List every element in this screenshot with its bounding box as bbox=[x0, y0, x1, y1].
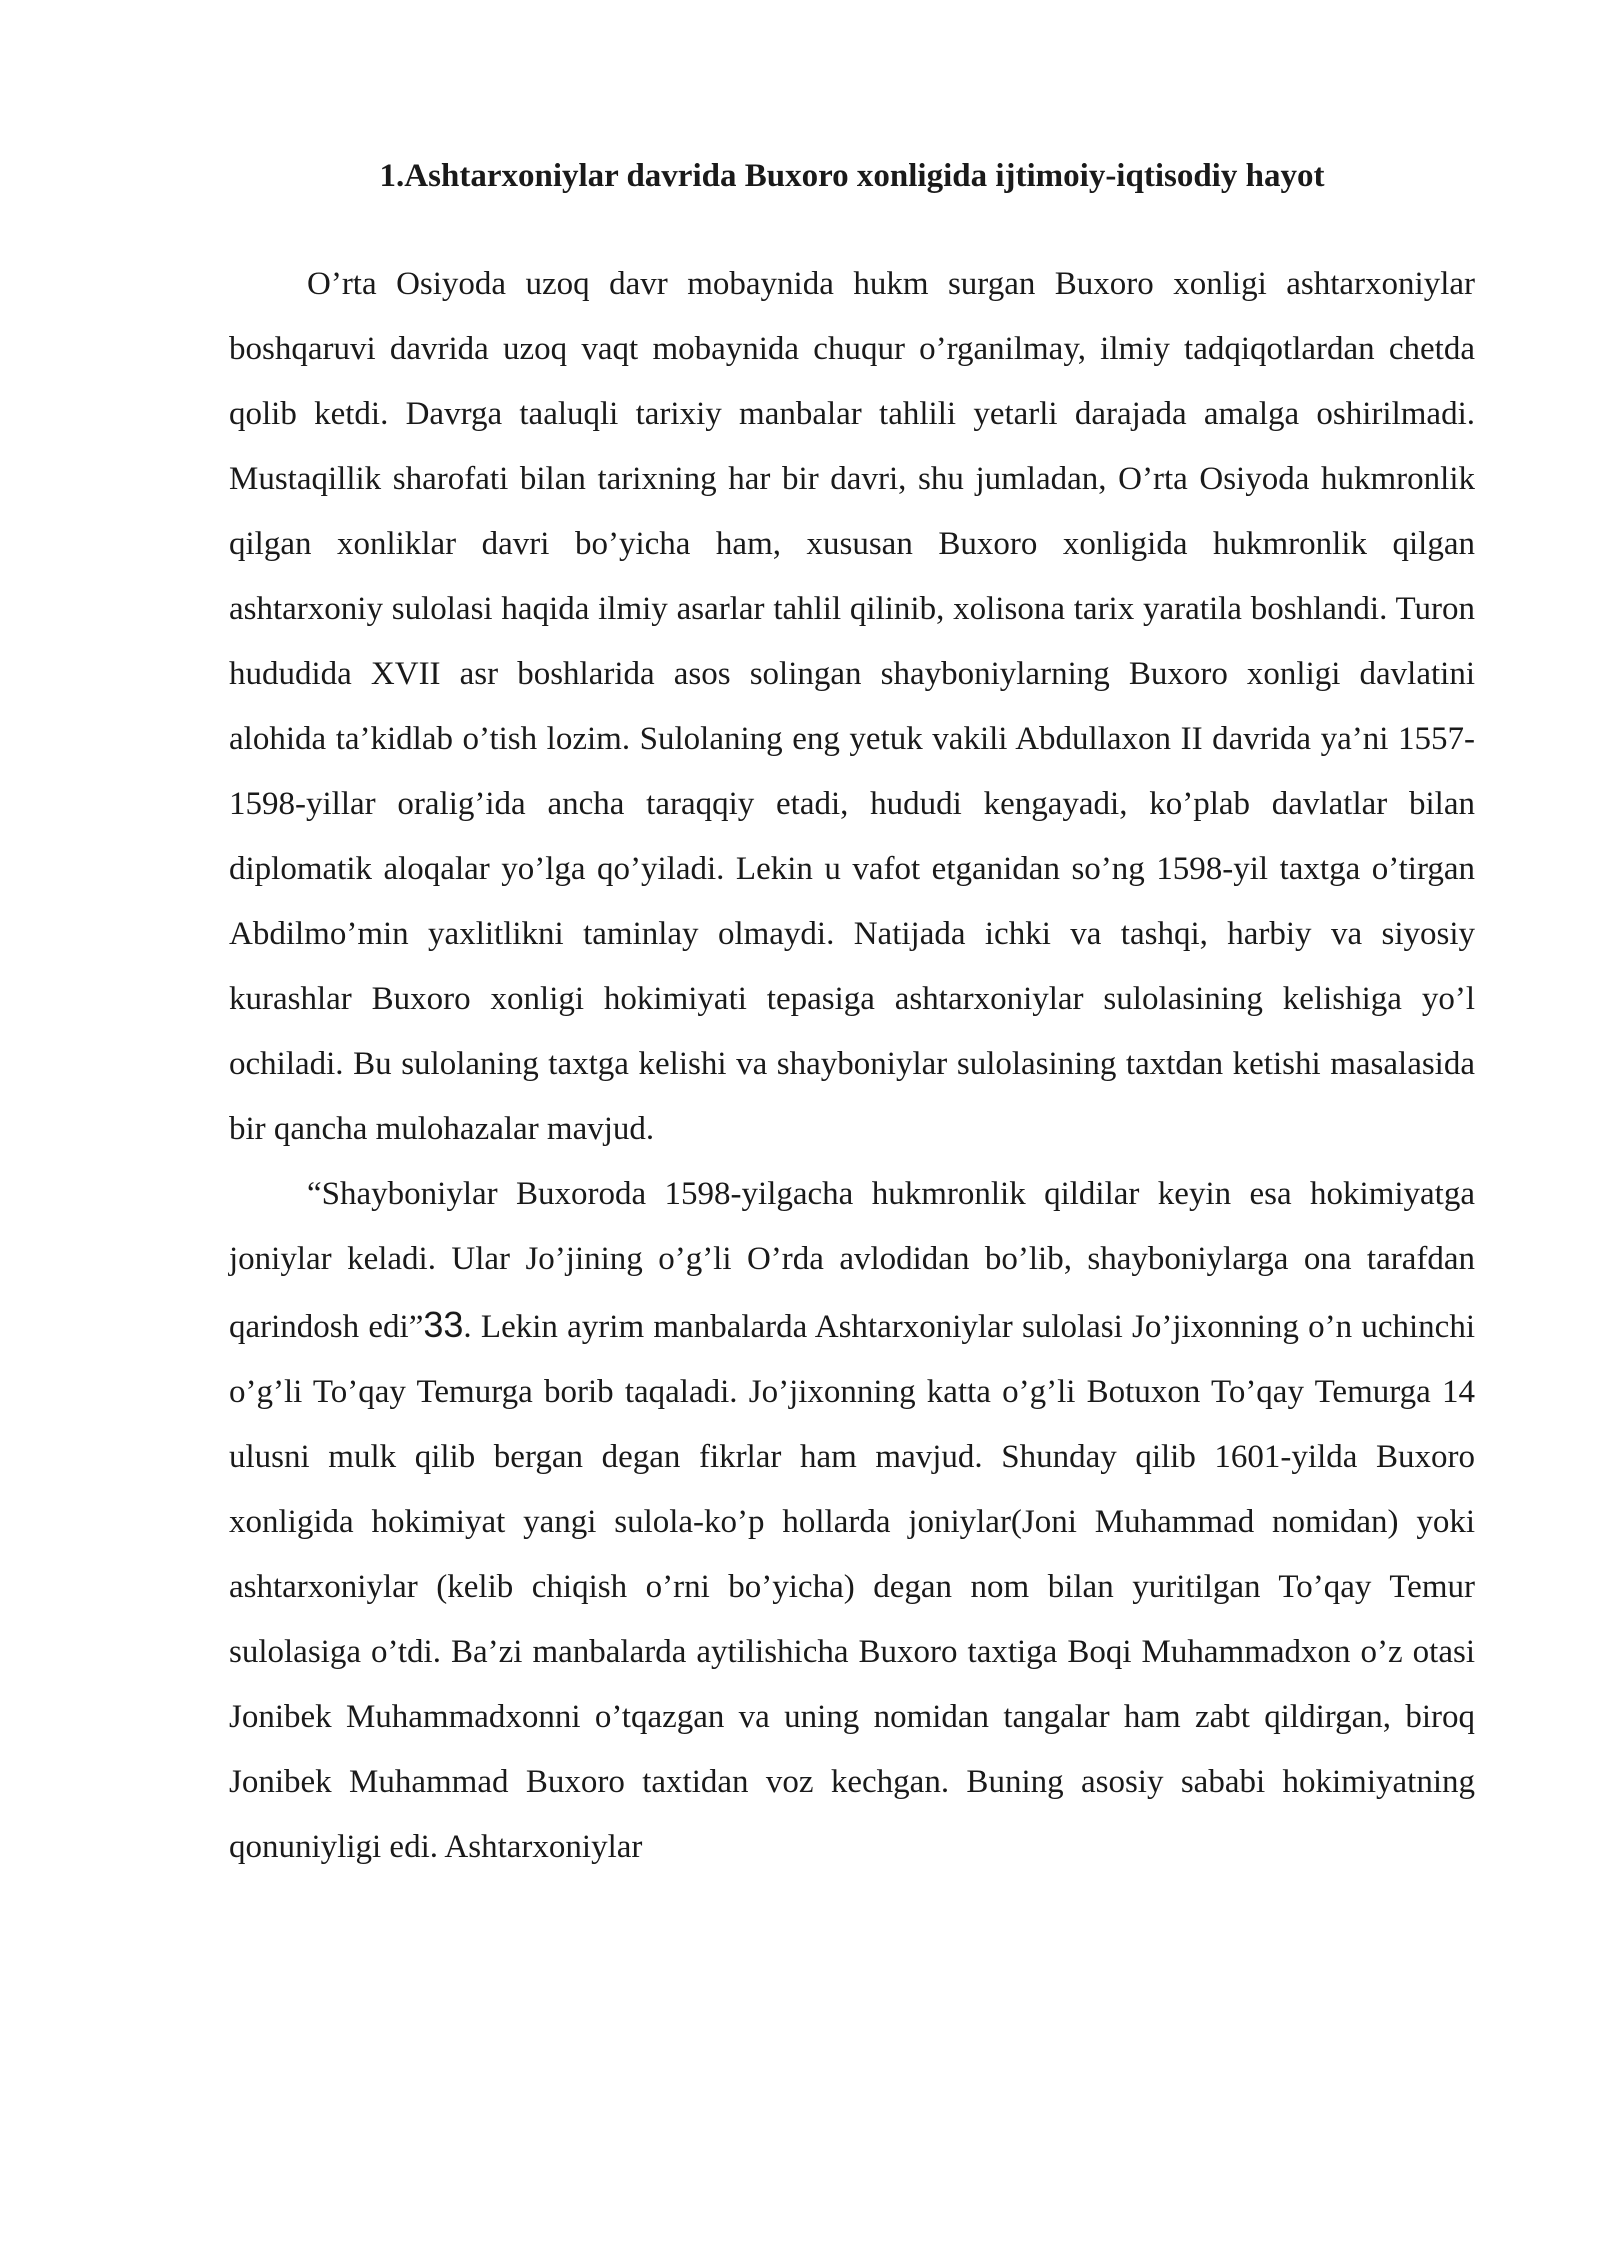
paragraph-text: . Lekin ayrim manbalarda Ashtarxoniylar sulolasi Jo’jixonning o’n uchinchi o’g’li To’qay Temurga borib taqaladi. Jo’jixonning katta o’g’li Botuxon To’qay Temurga 14 ulusni mulk qilib bergan degan fikrlar ham mavjud. Shunday qilib 1601-yilda Buxoro xonligida hokimiyat yangi sulola-ko’p hollarda joniylar(Joni Muhammad nomidan) yoki ashtarxoniylar (kelib chiqish o’rni bo’yicha) degan nom bilan yuritilgan To’qay Temur sulolasiga o’tdi. Ba’zi manbalarda aytilishicha Buxoro taxtiga Boqi Muhammadxon o’z otasi Jonibek Muhammadxonni o’tqazgan va uning nomidan tangalar ham zabt qildirgan, biroq Jonibek Muhammad Buxoro taxtidan voz kechgan. Buning asosiy sababi hokimiyatning qonuniyligi edi. Ashtarxoniylar bbox=[229, 1309, 1475, 1865]
paragraph: O’rta Osiyoda uzoq davr mobaynida hukm surgan Buxoro xonligi ashtarxoniylar boshqaruvi davrida uzoq vaqt mobaynida chuqur o’rganilmay, ilmiy tadqiqotlardan chetda qolib ketdi. Davrga taaluqli tarixiy manbalar tahlili yetarli darajada amalga oshirilmadi. Mustaqillik sharofati bilan tarixning har bir davri, shu jumladan, O’rta Osiyoda hukmronlik qilgan xonliklar davri bo’yicha ham, xususan Buxoro xonligida hukmronlik qilgan ashtarxoniy sulolasi haqida ilmiy asarlar tahlil qilinib, xolisona tarix yaratila boshlandi. Turon hududida XVII asr boshlarida asos solingan shayboniylarning Buxoro xonligi davlatini alohida ta’kidlab o’tish lozim. Sulolaning eng yetuk vakili Abdullaxon II davrida ya’ni 1557-1598-yillar oralig’ida ancha taraqqiy etadi, hududi kengayadi, ko’plab davlatlar bilan diplomatik aloqalar yo’lga qo’yiladi. Lekin u vafot etganidan so’ng 1598-yil taxtga o’tirgan Abdilmo’min yaxlitlikni taminlay olmaydi. Natijada ichki va tashqi, harbiy va siyosiy kurashlar Buxoro xonligi hokimiyati tepasiga ashtarxoniylar sulolasining kelishiga yo’l ochiladi. Bu sulolaning taxtga kelishi va shayboniylar sulolasining taxtdan ketishi masalasida bir qancha mulohazalar mavjud. bbox=[229, 266, 1475, 1147]
document-page bbox=[229, 150, 1475, 1880]
paragraph bbox=[229, 1162, 1475, 1880]
footnote-reference: 33 bbox=[423, 1304, 464, 1345]
page-title: 1.Ashtarxoniylar davrida Buxoro xonligida ijtimoiy-iqtisodiy hayot bbox=[379, 158, 1325, 194]
paragraph-text: “Shayboniylar Buxoroda 1598-yilgacha hukmronlik qildilar keyin esa hokimiyatga joniylar keladi. Ular Jo’jining o’g’li O’rda avlodidan bo’lib, shayboniylarga ona tarafdan qarindosh edi” bbox=[229, 1176, 1475, 1345]
